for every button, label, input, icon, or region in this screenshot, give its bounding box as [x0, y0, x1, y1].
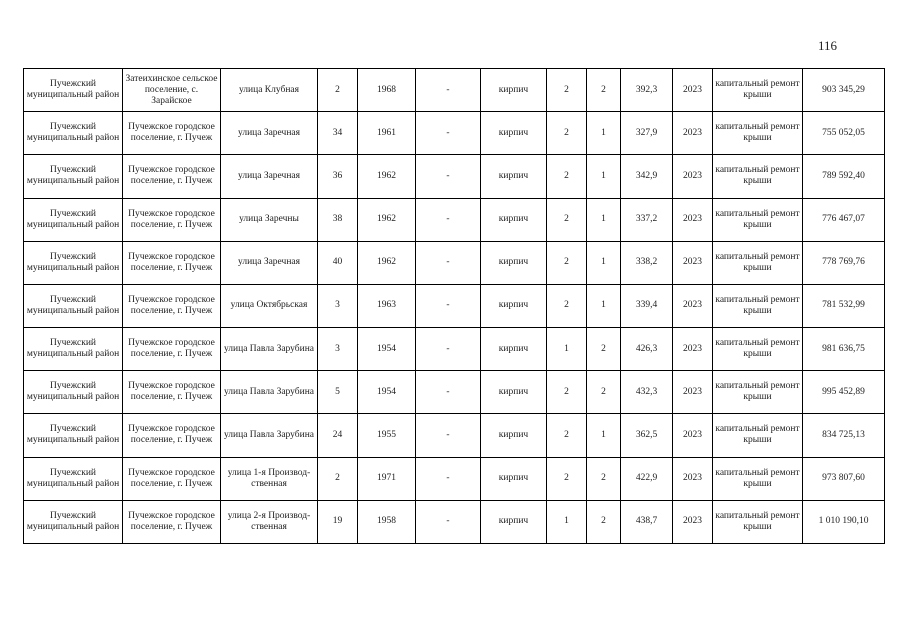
district-cell: Пучежский муниципальный район: [24, 284, 123, 327]
empty-value-cell: -: [416, 500, 481, 543]
floors-cell: 2: [547, 241, 587, 284]
entrances-cell: 1: [587, 284, 621, 327]
empty-value-cell: -: [416, 371, 481, 414]
floors-cell: 2: [547, 198, 587, 241]
cost-cell: 834 725,13: [803, 414, 885, 457]
work-year-cell: 2023: [673, 414, 713, 457]
district-cell: Пучежский муниципальный район: [24, 69, 123, 112]
work-type-cell: капитальный ремонт крыши: [713, 457, 803, 500]
area-cell: 392,3: [621, 69, 673, 112]
wall-material-cell: кирпич: [481, 371, 547, 414]
settlement-cell: Пучежское городское поселение, г. Пучеж: [123, 500, 221, 543]
floors-cell: 1: [547, 500, 587, 543]
house-number-cell: 24: [318, 414, 358, 457]
empty-value-cell: -: [416, 457, 481, 500]
work-year-cell: 2023: [673, 198, 713, 241]
table-row: [24, 155, 885, 198]
entrances-cell: 2: [587, 457, 621, 500]
house-number-cell: 5: [318, 371, 358, 414]
work-year-cell: 2023: [673, 112, 713, 155]
empty-value-cell: -: [416, 198, 481, 241]
district-cell: Пучежский муниципальный район: [24, 457, 123, 500]
table-row: [24, 457, 885, 500]
table-row: [24, 284, 885, 327]
wall-material-cell: кирпич: [481, 284, 547, 327]
wall-material-cell: кирпич: [481, 328, 547, 371]
area-cell: 342,9: [621, 155, 673, 198]
wall-material-cell: кирпич: [481, 414, 547, 457]
table-row: [24, 69, 885, 112]
floors-cell: 1: [547, 328, 587, 371]
year-built-cell: 1971: [358, 457, 416, 500]
work-type-cell: капитальный ремонт крыши: [713, 371, 803, 414]
house-number-cell: 40: [318, 241, 358, 284]
work-year-cell: 2023: [673, 155, 713, 198]
wall-material-cell: кирпич: [481, 457, 547, 500]
house-number-cell: 3: [318, 328, 358, 371]
district-cell: Пучежский муниципальный район: [24, 328, 123, 371]
area-cell: 432,3: [621, 371, 673, 414]
entrances-cell: 2: [587, 69, 621, 112]
street-cell: улица Заречны: [221, 198, 318, 241]
floors-cell: 2: [547, 284, 587, 327]
year-built-cell: 1954: [358, 328, 416, 371]
year-built-cell: 1962: [358, 198, 416, 241]
area-cell: 438,7: [621, 500, 673, 543]
street-cell: улица Клубная: [221, 69, 318, 112]
work-type-cell: капитальный ремонт крыши: [713, 500, 803, 543]
year-built-cell: 1968: [358, 69, 416, 112]
work-year-cell: 2023: [673, 284, 713, 327]
district-cell: Пучежский муниципальный район: [24, 241, 123, 284]
year-built-cell: 1954: [358, 371, 416, 414]
work-year-cell: 2023: [673, 241, 713, 284]
street-cell: улица Павла Зарубина: [221, 328, 318, 371]
area-cell: 362,5: [621, 414, 673, 457]
wall-material-cell: кирпич: [481, 155, 547, 198]
work-type-cell: капитальный ремонт крыши: [713, 328, 803, 371]
year-built-cell: 1961: [358, 112, 416, 155]
street-cell: улица 1-я Производ-ственная: [221, 457, 318, 500]
entrances-cell: 1: [587, 112, 621, 155]
year-built-cell: 1962: [358, 241, 416, 284]
house-number-cell: 34: [318, 112, 358, 155]
cost-cell: 981 636,75: [803, 328, 885, 371]
year-built-cell: 1955: [358, 414, 416, 457]
area-cell: 426,3: [621, 328, 673, 371]
street-cell: улица Октябрьская: [221, 284, 318, 327]
entrances-cell: 1: [587, 241, 621, 284]
work-type-cell: капитальный ремонт крыши: [713, 112, 803, 155]
house-number-cell: 36: [318, 155, 358, 198]
empty-value-cell: -: [416, 328, 481, 371]
street-cell: улица Заречная: [221, 241, 318, 284]
table-row: [24, 500, 885, 543]
empty-value-cell: -: [416, 155, 481, 198]
area-cell: 338,2: [621, 241, 673, 284]
work-year-cell: 2023: [673, 371, 713, 414]
district-cell: Пучежский муниципальный район: [24, 198, 123, 241]
settlement-cell: Пучежское городское поселение, г. Пучеж: [123, 457, 221, 500]
wall-material-cell: кирпич: [481, 241, 547, 284]
street-cell: улица Павла Зарубина: [221, 371, 318, 414]
district-cell: Пучежский муниципальный район: [24, 112, 123, 155]
entrances-cell: 1: [587, 414, 621, 457]
work-type-cell: капитальный ремонт крыши: [713, 69, 803, 112]
empty-value-cell: -: [416, 284, 481, 327]
empty-value-cell: -: [416, 112, 481, 155]
cost-cell: 1 010 190,10: [803, 500, 885, 543]
cost-cell: 781 532,99: [803, 284, 885, 327]
cost-cell: 903 345,29: [803, 69, 885, 112]
work-type-cell: капитальный ремонт крыши: [713, 414, 803, 457]
year-built-cell: 1962: [358, 155, 416, 198]
empty-value-cell: -: [416, 414, 481, 457]
floors-cell: 2: [547, 155, 587, 198]
street-cell: улица 2-я Производ-ственная: [221, 500, 318, 543]
floors-cell: 2: [547, 371, 587, 414]
work-type-cell: капитальный ремонт крыши: [713, 155, 803, 198]
area-cell: 339,4: [621, 284, 673, 327]
settlement-cell: Затеихинское сельское поселение, с. Зарайское: [123, 69, 221, 112]
entrances-cell: 2: [587, 371, 621, 414]
entrances-cell: 2: [587, 500, 621, 543]
work-year-cell: 2023: [673, 500, 713, 543]
house-number-cell: 2: [318, 69, 358, 112]
house-number-cell: 38: [318, 198, 358, 241]
street-cell: улица Заречная: [221, 112, 318, 155]
page-number: 116: [818, 38, 838, 53]
table-row: [24, 198, 885, 241]
cost-cell: 995 452,89: [803, 371, 885, 414]
wall-material-cell: кирпич: [481, 112, 547, 155]
district-cell: Пучежский муниципальный район: [24, 414, 123, 457]
year-built-cell: 1963: [358, 284, 416, 327]
area-cell: 337,2: [621, 198, 673, 241]
area-cell: 422,9: [621, 457, 673, 500]
work-year-cell: 2023: [673, 69, 713, 112]
settlement-cell: Пучежское городское поселение, г. Пучеж: [123, 284, 221, 327]
settlement-cell: Пучежское городское поселение, г. Пучеж: [123, 198, 221, 241]
cost-cell: 778 769,76: [803, 241, 885, 284]
district-cell: Пучежский муниципальный район: [24, 371, 123, 414]
empty-value-cell: -: [416, 241, 481, 284]
work-year-cell: 2023: [673, 457, 713, 500]
settlement-cell: Пучежское городское поселение, г. Пучеж: [123, 112, 221, 155]
house-number-cell: 19: [318, 500, 358, 543]
district-cell: Пучежский муниципальный район: [24, 500, 123, 543]
floors-cell: 2: [547, 69, 587, 112]
wall-material-cell: кирпич: [481, 500, 547, 543]
entrances-cell: 1: [587, 198, 621, 241]
entrances-cell: 2: [587, 328, 621, 371]
table-row: [24, 241, 885, 284]
table-row: [24, 371, 885, 414]
work-year-cell: 2023: [673, 328, 713, 371]
table-row: [24, 112, 885, 155]
house-number-cell: 3: [318, 284, 358, 327]
wall-material-cell: кирпич: [481, 198, 547, 241]
cost-cell: 755 052,05: [803, 112, 885, 155]
settlement-cell: Пучежское городское поселение, г. Пучеж: [123, 241, 221, 284]
floors-cell: 2: [547, 112, 587, 155]
cost-cell: 789 592,40: [803, 155, 885, 198]
table-row: [24, 414, 885, 457]
street-cell: улица Павла Зарубина: [221, 414, 318, 457]
district-cell: Пучежский муниципальный район: [24, 155, 123, 198]
work-type-cell: капитальный ремонт крыши: [713, 241, 803, 284]
settlement-cell: Пучежское городское поселение, г. Пучеж: [123, 371, 221, 414]
settlement-cell: Пучежское городское поселение, г. Пучеж: [123, 328, 221, 371]
entrances-cell: 1: [587, 155, 621, 198]
year-built-cell: 1958: [358, 500, 416, 543]
street-cell: улица Заречная: [221, 155, 318, 198]
wall-material-cell: кирпич: [481, 69, 547, 112]
house-number-cell: 2: [318, 457, 358, 500]
work-type-cell: капитальный ремонт крыши: [713, 198, 803, 241]
settlement-cell: Пучежское городское поселение, г. Пучеж: [123, 155, 221, 198]
housing-table: [23, 68, 885, 544]
area-cell: 327,9: [621, 112, 673, 155]
settlement-cell: Пучежское городское поселение, г. Пучеж: [123, 414, 221, 457]
empty-value-cell: -: [416, 69, 481, 112]
work-type-cell: капитальный ремонт крыши: [713, 284, 803, 327]
table-row: [24, 328, 885, 371]
cost-cell: 776 467,07: [803, 198, 885, 241]
cost-cell: 973 807,60: [803, 457, 885, 500]
floors-cell: 2: [547, 414, 587, 457]
floors-cell: 2: [547, 457, 587, 500]
